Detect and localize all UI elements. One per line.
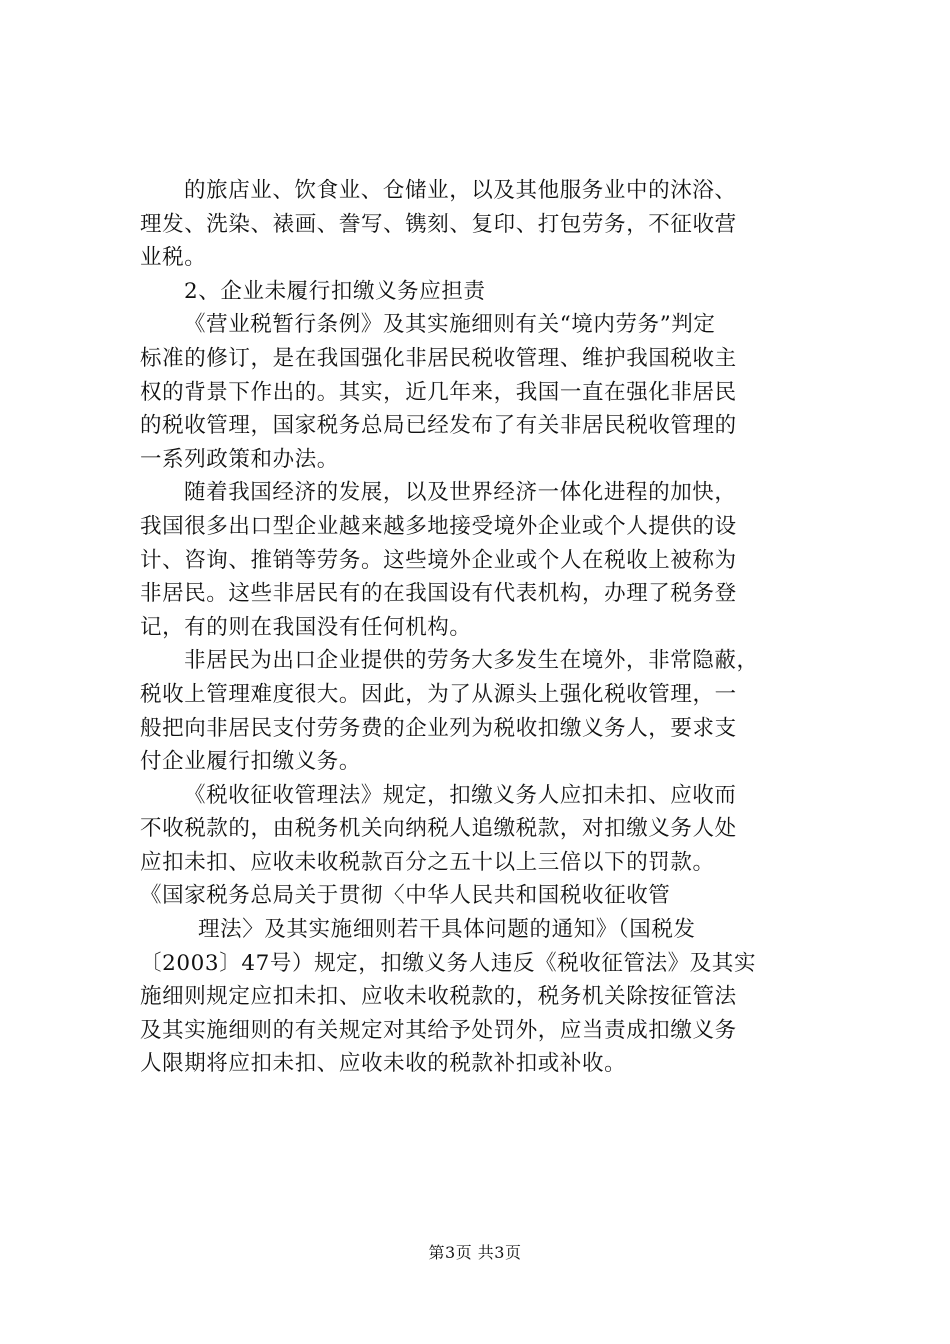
document-body xyxy=(140,174,840,1081)
text-line: 的旅店业、饮食业、仓储业，以及其他服务业中的沐浴、 xyxy=(184,178,737,203)
text-line: 我国很多出口型企业越来越多地接受境外企业或个人提供的设 xyxy=(140,513,737,539)
text-line: 理发、洗染、裱画、誊写、镌刻、复印、打包劳务，不征收营 xyxy=(140,211,737,237)
section-heading: 2、企业未履行扣缴义务应担责 xyxy=(184,278,486,304)
text-line: 非居民为出口企业提供的劳务大多发生在境外，非常隐蔽， xyxy=(184,648,759,674)
text-line: 施细则规定应扣未扣、应收未收税款的，税务机关除按征管法 xyxy=(140,984,737,1010)
text-line: 《营业税暂行条例》及其实施细则有关“境内劳务”判定 xyxy=(184,312,716,338)
text-line: 理法〉及其实施细则若干具体问题的通知》（国税发 xyxy=(198,917,696,943)
text-line: 付企业履行扣缴义务。 xyxy=(140,749,362,775)
text-line: 及其实施细则的有关规定对其给予处罚外，应当责成扣缴义务 xyxy=(140,1017,737,1043)
text-line: 般把向非居民支付劳务费的企业列为税收扣缴义务人，要求支 xyxy=(140,715,737,741)
text-line: 应扣未扣、应收未收税款百分之五十以上三倍以下的罚款。 xyxy=(140,849,715,875)
text-line: 的税收管理，国家税务总局已经发布了有关非居民税收管理的 xyxy=(140,413,737,439)
text-line: 税收上管理难度很大。因此，为了从源头上强化税收管理，一 xyxy=(140,681,737,707)
text-line: 人限期将应扣未扣、应收未收的税款补扣或补收。 xyxy=(140,1051,627,1077)
text-line: 不收税款的，由税务机关向纳税人追缴税款，对扣缴义务人处 xyxy=(140,816,737,842)
text-line: 记，有的则在我国没有任何机构。 xyxy=(140,614,472,640)
text-line: 权的背景下作出的。其实，近几年来，我国一直在强化非居民 xyxy=(140,379,737,405)
text-line: 随着我国经济的发展，以及世界经济一体化进程的加快， xyxy=(184,480,737,506)
text-line: 标准的修订，是在我国强化非居民税收管理、维护我国税收主 xyxy=(140,345,737,371)
text-line: 《税收征收管理法》规定，扣缴义务人应扣未扣、应收而 xyxy=(184,782,737,808)
page-footer: 第3页 共3页 xyxy=(428,1243,522,1262)
text-line: 业税。 xyxy=(140,245,207,271)
text-line: 一系列政策和办法。 xyxy=(140,446,339,472)
text-line: 计、咨询、推销等劳务。这些境外企业或个人在税收上被称为 xyxy=(140,547,737,573)
text-line: 非居民。这些非居民有的在我国设有代表机构，办理了税务登 xyxy=(140,581,737,607)
text-line: 〔2003〕47号）规定，扣缴义务人违反《税收征管法》及其实 xyxy=(140,950,757,976)
text-line: 《国家税务总局关于贯彻〈中华人民共和国税收征收管 xyxy=(140,883,671,909)
